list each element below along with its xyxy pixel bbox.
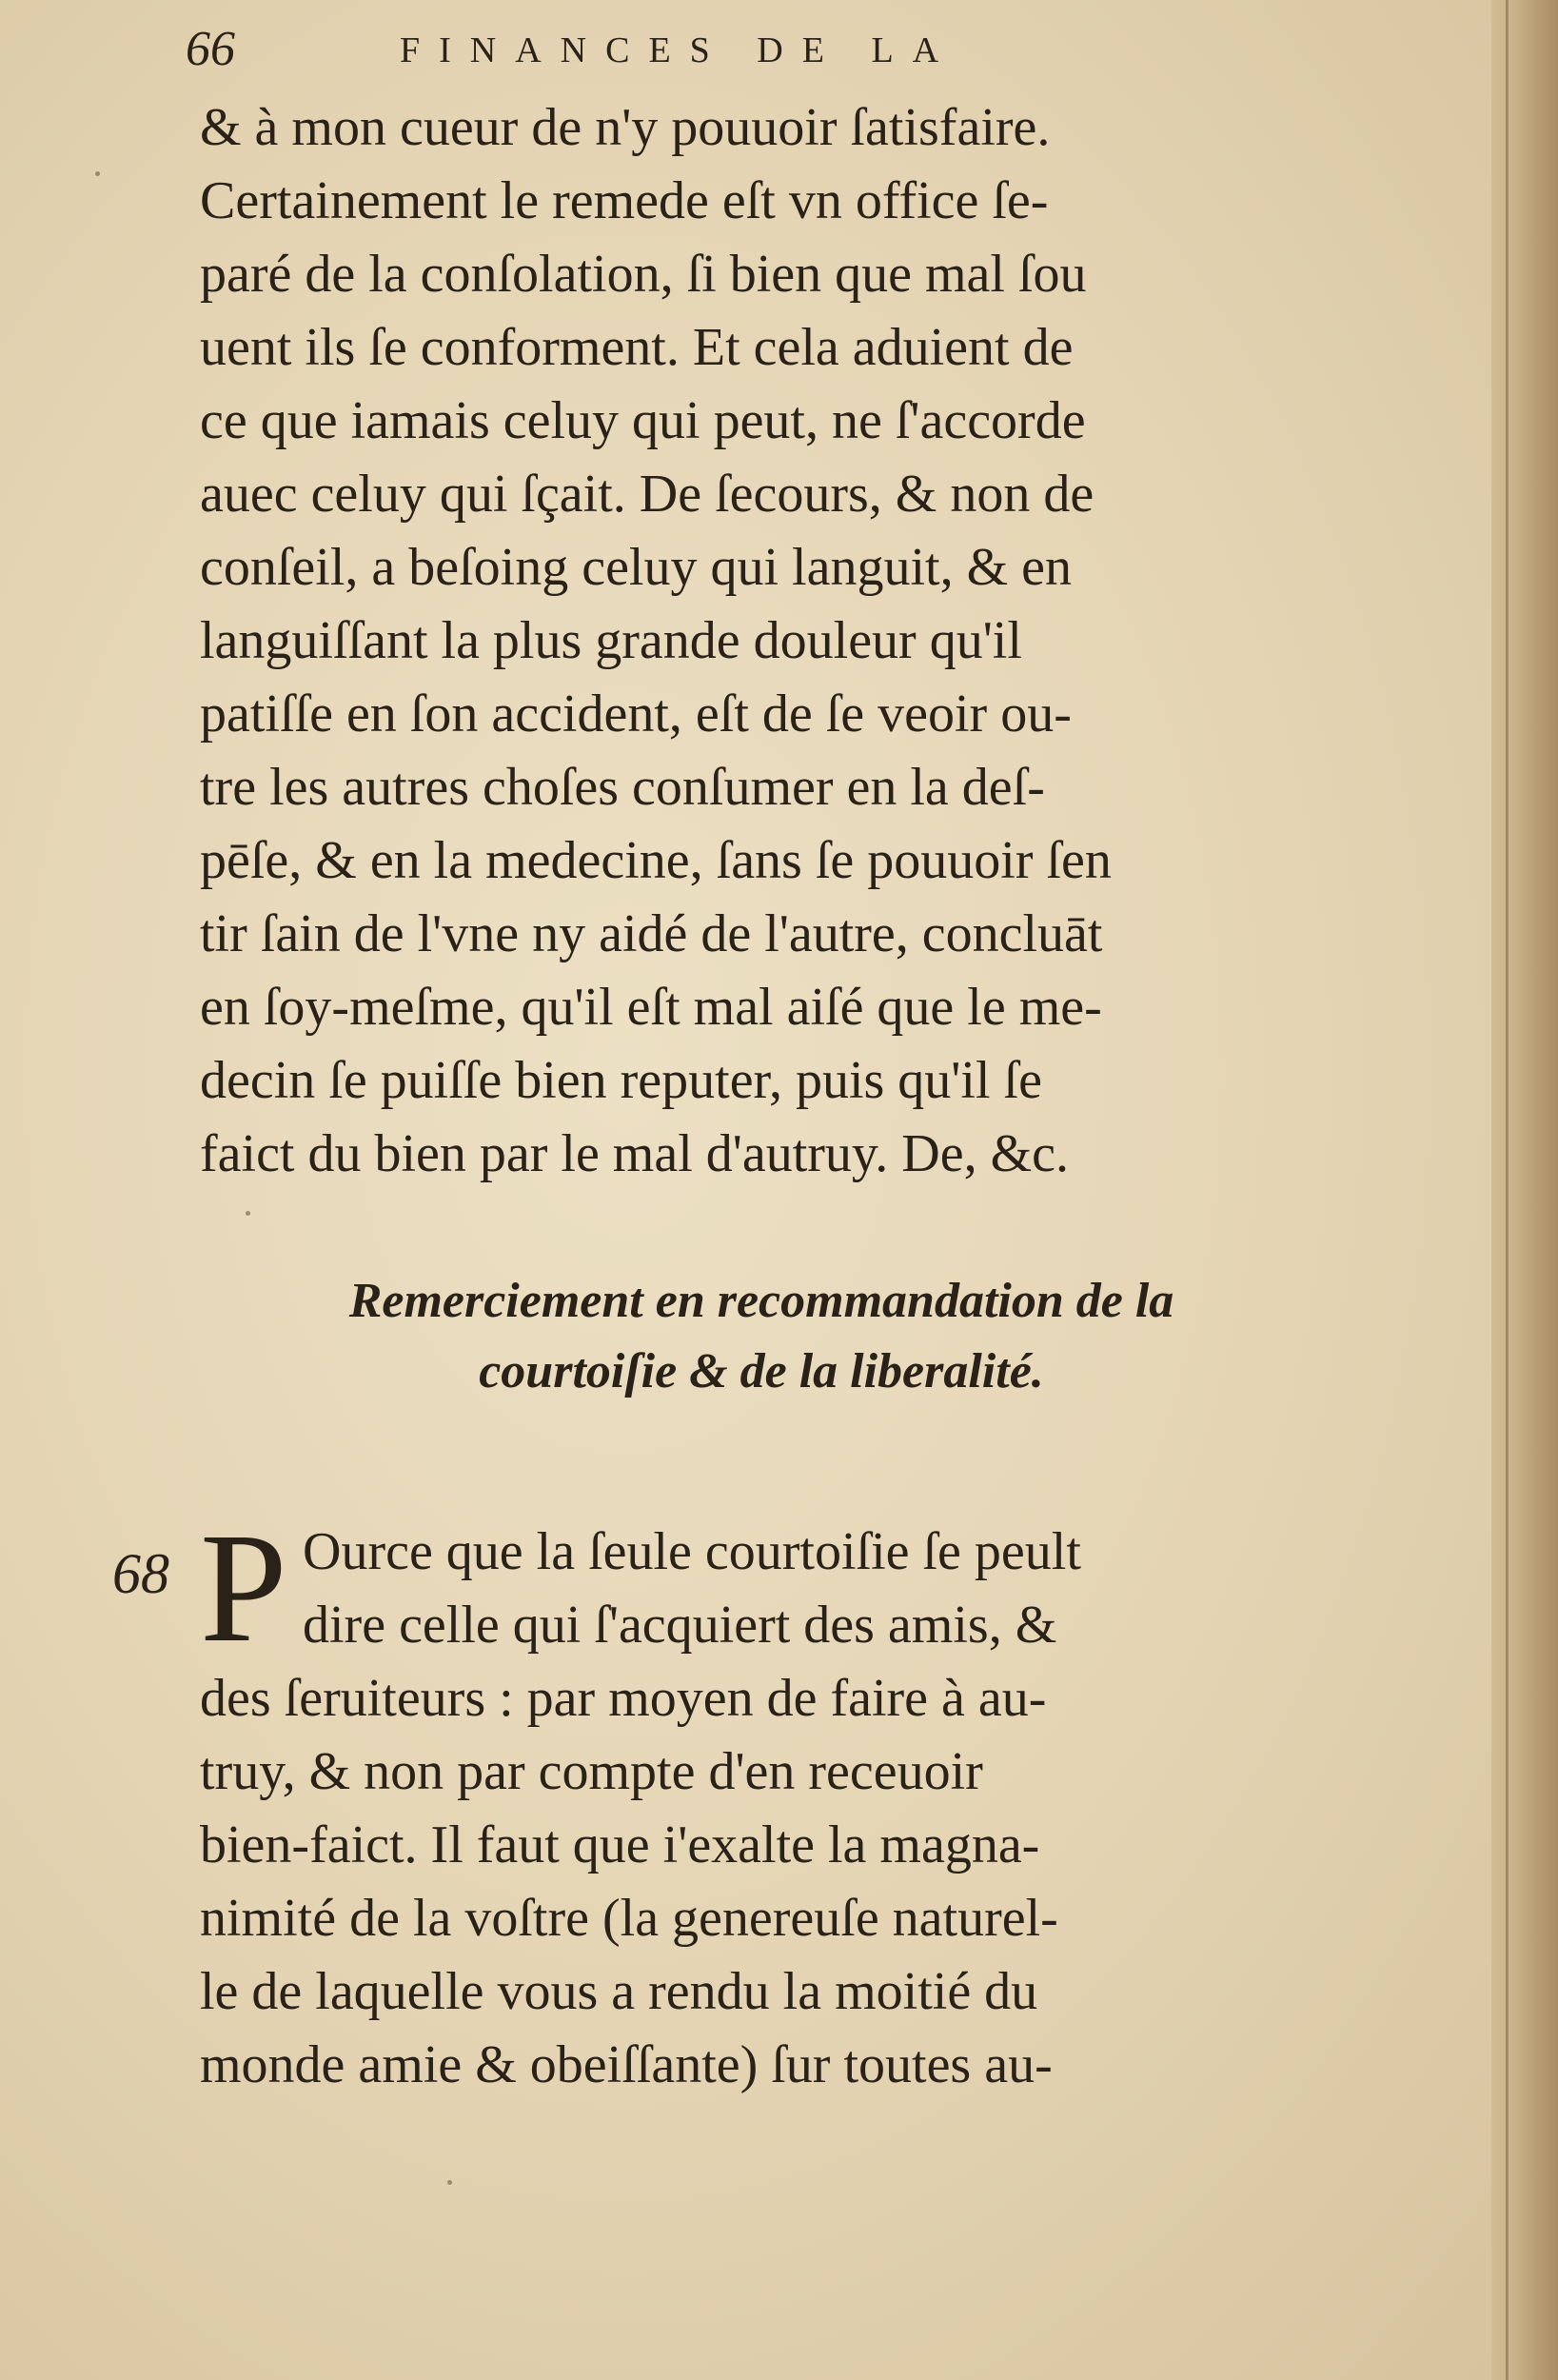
- text-line: tir ſain de l'vne ny aidé de l'autre, concluāt: [200, 904, 1103, 963]
- heading-line-1: Remerciement en recommandation de la: [348, 1274, 1174, 1328]
- text-line: tre les autres choſes conſumer en la deſ-: [200, 758, 1045, 817]
- paper-speck: [447, 2180, 452, 2185]
- paper-speck: [95, 171, 100, 176]
- text-line: pēſe, & en la medecine, ſans ſe pouuoir ſen: [200, 831, 1112, 890]
- section-heading: [200, 1266, 1323, 1407]
- text-line: uent ils ſe conforment. Et cela aduient de: [200, 318, 1074, 377]
- text-line: conſeil, a beſoing celuy qui languit, & en: [200, 538, 1072, 597]
- text-line: auec celuy qui ſçait. De ſecours, & non de: [200, 465, 1095, 524]
- page-gutter: [1491, 0, 1558, 2380]
- body-text-top: [200, 91, 1323, 1191]
- paper-speck: [246, 1211, 250, 1216]
- marginal-number: 68: [112, 1542, 169, 1605]
- text-line: faict du bien par le mal d'autruy. De, &c.: [200, 1124, 1070, 1183]
- drop-cap: P: [200, 1500, 287, 1675]
- text-line: patiſſe en ſon accident, eſt de ſe veoir ou-: [200, 684, 1072, 744]
- text-line: nimité de la voſtre (la genereuſe naturel-: [200, 1889, 1058, 1948]
- text-line: languiſſant la plus grande douleur qu'il: [200, 611, 1022, 670]
- text-line: dire celle qui ſ'acquiert des amis, &: [303, 1596, 1057, 1655]
- text-line: des ſeruiteurs : par moyen de faire à au-: [200, 1669, 1047, 1728]
- page-header: [186, 21, 1328, 78]
- text-line: Certainement le remede eſt vn office ſe-: [200, 171, 1049, 230]
- text-line: Ource que la ſeule courtoiſie ſe peult: [303, 1522, 1081, 1581]
- text-line: le de laquelle vous a rendu la moitié du: [200, 1962, 1038, 2021]
- text-line: paré de la conſolation, ſi bien que mal ſou: [200, 245, 1087, 304]
- text-line: bien-faict. Il faut que i'exalte la magna-: [200, 1815, 1040, 1874]
- text-line: monde amie & obeiſſante) ſur toutes au-: [200, 2035, 1053, 2094]
- text-line: & à mon cueur de n'y pouuoir ſatisfaire.: [200, 98, 1051, 157]
- text-line: ce que iamais celuy qui peut, ne ſ'accorde: [200, 391, 1086, 450]
- text-line: decin ſe puiſſe bien reputer, puis qu'il ſe: [200, 1051, 1042, 1110]
- heading-line-2: courtoiſie & de la liberalité.: [479, 1344, 1044, 1398]
- running-title: FINANCES DE LA: [400, 30, 958, 70]
- text-line: truy, & non par compte d'en receuoir: [200, 1742, 983, 1801]
- paragraph-body: [200, 1662, 1323, 2102]
- page-edge-line: [1506, 0, 1509, 2380]
- page-number: 66: [186, 22, 235, 76]
- text-line: en ſoy-meſme, qu'il eſt mal aiſé que le me-: [200, 978, 1102, 1037]
- paragraph-indented-lines: [303, 1516, 1326, 1662]
